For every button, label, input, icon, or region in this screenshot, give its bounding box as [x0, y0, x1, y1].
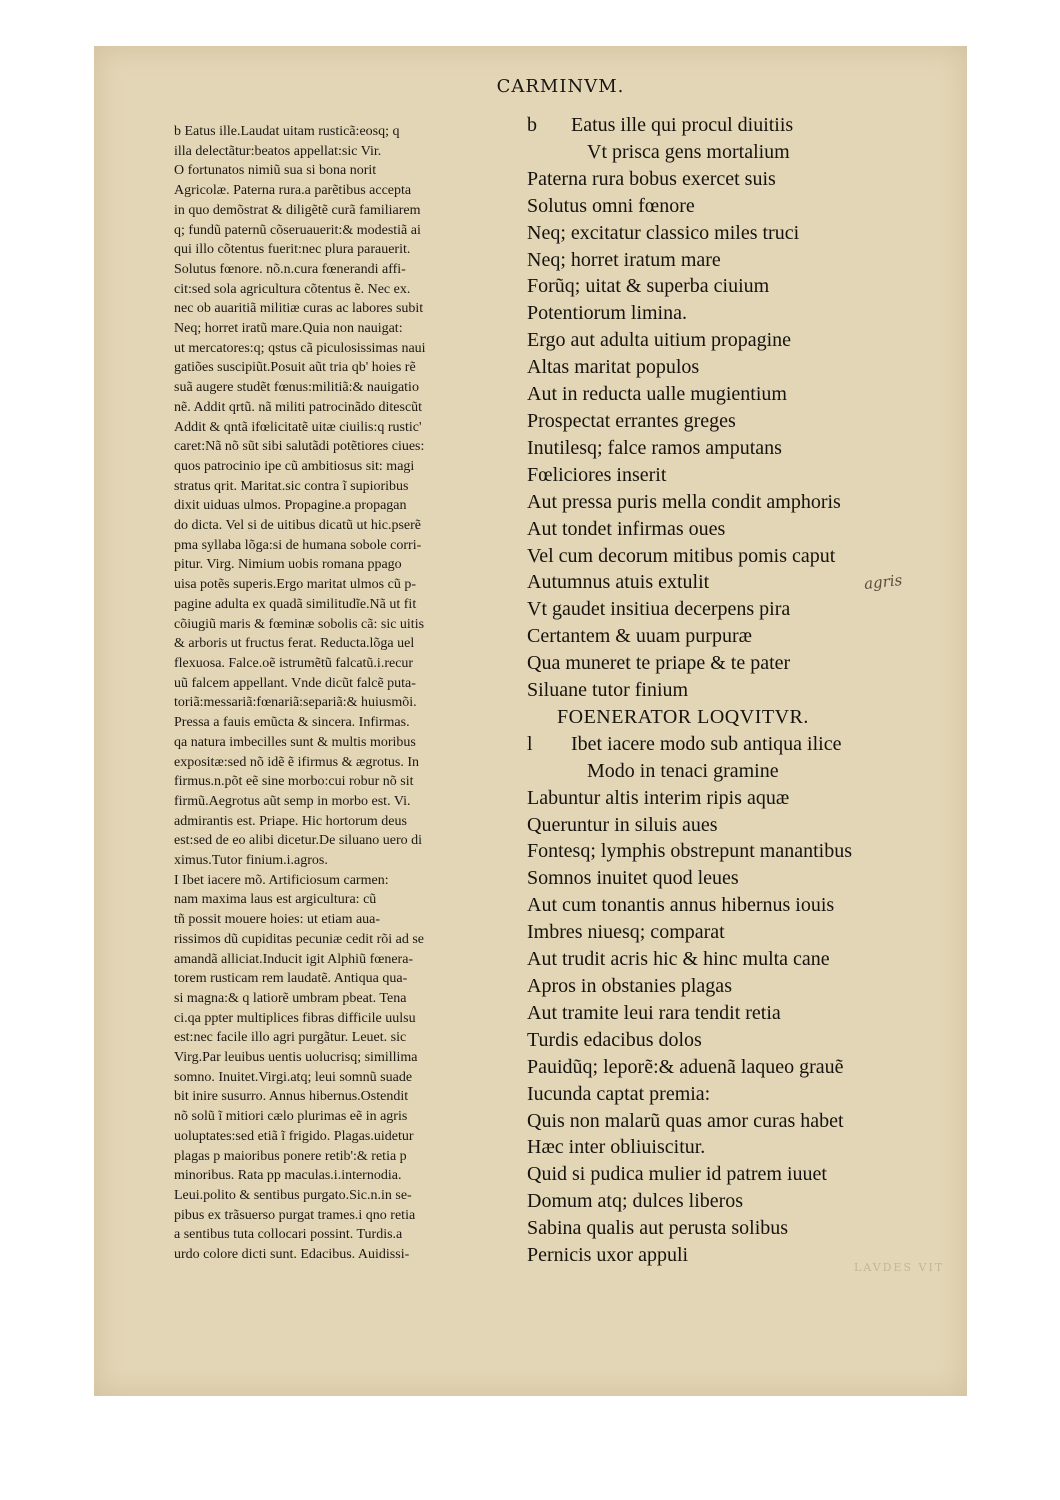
verse-line: Pernicis uxor appuli — [527, 1244, 689, 1267]
verse-line: Modo in tenaci gramine — [587, 759, 779, 782]
commentary-line: pibus ex trãsuerso purgat trames.i qno retia — [174, 1207, 416, 1223]
commentary-line: gatiões suscipiũt.Posuit aũt tria qb' hoies rẽ — [174, 360, 416, 376]
running-head: CARMINVM. — [496, 76, 625, 97]
verse-column — [527, 112, 947, 1269]
commentary-line: rissimos dũ cupiditas pecuniæ cedit rõi ad se — [174, 931, 425, 947]
verse-stanza-b — [527, 758, 947, 1269]
bleed-through-text: LAVDES VIT — [854, 1261, 945, 1274]
verse-line: Prospectat errantes greges — [527, 409, 736, 432]
commentary-line: illa delectãtur:beatos appellat:sic Vir. — [174, 143, 382, 159]
commentary-line: O fortunatos nimiũ sua si bona norit — [174, 163, 377, 179]
verse-stanza-a — [527, 139, 947, 704]
commentary-line: pagine adulta ex quadã similitudĩe.Nã ut fit — [174, 596, 417, 612]
verse-line: Paterna rura bobus exercet suis — [527, 167, 776, 190]
verse-line: Quis non malarũ quas amor curas habet — [527, 1109, 844, 1132]
verse-line: Aut cum tonantis annus hibernus iouis — [527, 894, 835, 917]
commentary-line: qui illo cõtentus fuerit:nec plura parauerit. — [174, 242, 411, 258]
commentary-line: pitur. Virg. Nimium uobis romana ppago — [174, 557, 402, 573]
commentary-line: bit inire susurro. Annus hibernus.Ostendit — [174, 1089, 409, 1105]
commentary-line: suã augere studẽt fœnus:militiã:& nauigatio — [174, 380, 419, 396]
verse-line: Neq; excitatur classico miles truci — [527, 221, 800, 244]
commentary-line: Leui.polito & sentibus purgato.Sic.n.in se- — [174, 1187, 412, 1203]
commentary-line: do dicta. Vel si de uitibus dicatũ ut hic.pserẽ — [174, 518, 422, 534]
commentary-line: Solutus fœnore. nõ.n.cura fœnerandi affi- — [174, 261, 406, 277]
commentary-line: Neq; horret iratũ mare.Quia non nauigat: — [174, 321, 403, 337]
commentary-line: ci.qa ppter multiplices fibras difficile uulsu — [174, 1010, 416, 1026]
commentary-line: toriã:messariã:fœnariã:separiã:& huiusmõi. — [174, 695, 417, 711]
initial-letter-b: b — [527, 114, 537, 136]
verse-line: Queruntur in siluis aues — [527, 813, 718, 836]
commentary-line: ximus.Tutor finium.i.agros. — [174, 853, 328, 869]
commentary-line: uisa potẽs superis.Ergo maritat ulmos cũ p- — [174, 577, 416, 593]
verse-line: Sabina qualis aut perusta solibus — [527, 1217, 789, 1240]
verse-line: Aut pressa puris mella condit amphoris — [527, 490, 841, 513]
commentary-line: cõiugiũ maris & fœminæ sobolis cã: sic uitis — [174, 616, 425, 632]
verse-line: Fœliciores inserit — [527, 463, 667, 486]
commentary-line: expositæ:sed nõ idẽ ẽ ifirmus & ægrotus. In — [174, 754, 419, 770]
commentary-line: firmus.n.põt eẽ sine morbo:cui robur nõ sit — [174, 774, 414, 790]
verse-line: Quid si pudica mulier id patrem iuuet — [527, 1163, 827, 1186]
verse-line: Qua muneret te priape & te pater — [527, 652, 791, 675]
commentary-line: torem rusticam rem laudatẽ. Antiqua qua- — [174, 971, 408, 987]
commentary-line: uoluptates:sed etiã ĩ frigido. Plagas.uidetur — [174, 1128, 414, 1144]
commentary-line: Pressa a fauis emũcta & sincera. Infirmas. — [174, 715, 410, 731]
folio-page — [94, 46, 967, 1396]
verse-line: Iucunda captat premia: — [527, 1082, 711, 1105]
commentary-line: q; fundũ paternũ cõseruauerit:& modestiã ai — [174, 222, 421, 238]
verse-line: Aut in reducta ualle mugientium — [527, 383, 787, 406]
verse-line: Forũq; uitat & superba ciuium — [527, 275, 770, 298]
commentary-line: & arboris ut fructus ferat. Reducta.lõga uel — [174, 636, 415, 652]
commentary-line: b Eatus ille.Laudat uitam rusticã:eosq; q — [174, 124, 400, 139]
initial-letter-l: l — [527, 732, 533, 755]
commentary-line: nõ solũ ĩ mitiori cælo plurimas eẽ in agris — [174, 1109, 408, 1125]
commentary-line: Virg.Par leuibus uentis uolucrisq; simillima — [174, 1050, 418, 1066]
commentary-line: in quo demõstrat & diligẽtẽ curã familiarem — [174, 202, 421, 218]
verse-line: Siluane tutor finium — [527, 679, 689, 702]
commentary-line: flexuosa. Falce.oẽ istrumẽtũ falcatũ.i.recur — [174, 655, 414, 671]
commentary-line: qa natura imbecilles sunt & multis moribus — [174, 734, 416, 750]
verse-line: Inutilesq; falce ramos amputans — [527, 436, 782, 459]
verse-line: Autumnus atuis extulit — [527, 571, 710, 594]
verse-line: Vt prisca gens mortalium — [587, 140, 790, 163]
verse-line: Hæc inter obliuiscitur. — [527, 1136, 706, 1159]
commentary-line: tñ possit mouere hoies: ut etiam aua- — [174, 912, 381, 928]
commentary-line: Addit & qntã ifœlicitatẽ uitæ ciuilis:q rustic' — [174, 419, 422, 435]
verse-line: Apros in obstanies plagas — [527, 975, 732, 997]
commentary-line: minoribus. Rata pp maculas.i.internodia. — [174, 1168, 402, 1184]
verse-line: Turdis edacibus dolos — [527, 1028, 702, 1051]
commentary-line: stratus qrit. Maritat.sic contra ĩ supioribus — [174, 478, 409, 494]
commentary-line: nec ob auaritiã militiæ curas ac labores subit — [174, 301, 424, 317]
commentary-line: nẽ. Addit qrtũ. nã militi patrocinãdo ditescũt — [174, 399, 423, 415]
verse-line: Aut tramite leui rara tendit retia — [527, 1001, 781, 1024]
section-heading: FOENERATOR LOQVITVR. — [557, 705, 809, 728]
commentary-line: pma syllaba lõga:si de humana sobole corri- — [174, 537, 422, 553]
verse-line: Labuntur altis interim ripis aquæ — [527, 786, 790, 809]
commentary-line: dixit uiduas ulmos. Propagine.a propagan — [174, 498, 407, 514]
verse-line: Vt gaudet insitiua decerpens pira — [527, 598, 791, 621]
commentary-line: urdo colore dicti sunt. Edacibus. Auidissi- — [174, 1247, 410, 1263]
commentary-line: est:nec facile illo agri purgãtur. Leuet. sic — [174, 1030, 407, 1046]
verse-line: Aut trudit acris hic & hinc multa cane — [527, 948, 830, 971]
verse-line-l-first: l Ibet iacere modo sub antiqua ilice — [527, 731, 947, 758]
commentary-line: admirantis est. Priape. Hic hortorum deus — [174, 813, 407, 829]
verse-line: Vel cum decorum mitibus pomis caput — [527, 544, 836, 567]
verse-line: Ergo aut adulta uitium propagine — [527, 329, 792, 352]
commentary-line: I Ibet iacere mõ. Artificiosum carmen: — [174, 872, 389, 888]
commentary-line: amandã alliciat.Inducit igit Alphiũ fœnera- — [174, 951, 414, 967]
verse-line: Fontesq; lymphis obstrepunt manantibus — [527, 840, 852, 863]
verse-line: Altas maritat populos — [527, 356, 700, 379]
commentary-line: somno. Inuitet.Virgi.atq; leui somnũ suade — [174, 1069, 413, 1085]
commentary-line: quos patrocinio ipe cũ ambitiosus sit: magi — [174, 458, 415, 474]
commentary-line: nam maxima laus est argicultura: cũ — [174, 892, 377, 908]
verse-line: Aut tondet infirmas oues — [527, 517, 726, 540]
commentary-line: cit:sed sola agricultura cõtentus ẽ. Nec ex. — [174, 281, 411, 297]
verse-line: Somnos inuitet quod leues — [527, 867, 739, 890]
verse-line: Potentiorum limina. — [527, 302, 687, 325]
commentary-line: ut mercatores:q; qstus cã piculosissimas naui — [174, 340, 426, 356]
verse-line-first: b Eatus ille qui procul diuitiis — [527, 112, 947, 139]
commentary-line: Agricolæ. Paterna rura.a parẽtibus accepta — [174, 183, 412, 199]
verse-line: Imbres niuesq; comparat — [527, 921, 725, 944]
commentary-line: si magna:& q latiorẽ umbram pbeat. Tena — [174, 990, 407, 1006]
verse-line: Solutus omni fœnore — [527, 194, 695, 217]
commentary-line: uũ falcem appellant. Vnde dicũt falcẽ puta- — [174, 675, 416, 691]
commentary-line: caret:Nã nõ sũt sibi salutãdi potẽtiores ciues: — [174, 439, 425, 455]
verse-line: Pauidũq; leporẽ:& aduenã laqueo grauẽ — [527, 1055, 844, 1078]
verse-line: Neq; horret iratum mare — [527, 248, 721, 271]
commentary-line: est:sed de eo alibi dicetur.De siluano uero di — [174, 833, 423, 849]
commentary-line: a sentibus tuta collocari possint. Turdis.a — [174, 1227, 403, 1243]
commentary-line: firmũ.Aegrotus aũt semp in morbo est. Vi. — [174, 793, 411, 809]
verse-line: Domum atq; dulces liberos — [527, 1190, 744, 1213]
handwritten-margin-note: agris — [863, 571, 904, 593]
commentary-line: plagas p maioribus ponere retib':& retia p — [174, 1148, 407, 1164]
verse-line: Certantem & uuam purpuræ — [527, 625, 752, 648]
